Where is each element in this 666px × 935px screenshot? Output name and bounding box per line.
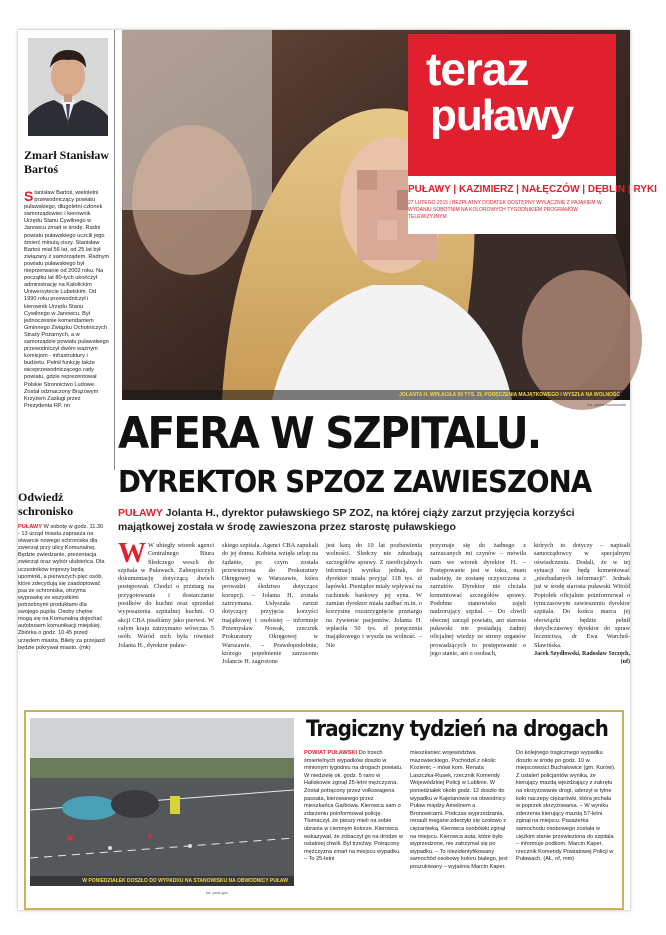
obituary-portrait [28, 38, 108, 136]
left-column [18, 30, 115, 470]
roads-column-2: mieszkaniec województwa mazowieckiego. Pochodził z okolic Kozienic – mówi kom. Renata Laszczka-Rusek, rzecznik Komendy Wojewódzkiej Policji w Lublinie. W poniedziałek około godz. 12 doszło do wypadku w Kajetanowie na obwodnicy Puław między Amelinem a Bronowicami. Podczas wyprzedzania, renault megane zderzyło się czołowo z ciężarówką. Kierowca osobówki zginął na miejscu. Kierowca auta, które było wyprzedzone, nie zatrzymał się po wypadku. – To niezidentyfikowany samochód osobowy koloru białego, jest poszukiwany – wyjaśnia Marcin Kaper. [410, 750, 508, 870]
article-body [118, 538, 630, 718]
crash-photo [30, 718, 294, 886]
shelter-body: W sobotę w godz. 11.30 - 13 urząd miasta zaprasza na otwarcie nowego schroniska dla zwierząt przy ulicy Komunalnej. Będzie zwiedzanie, prezentacja zwierząt oraz wybór ulubieńca. Dla uczestników imprezy będą upominki, a pierwszych pięć osób, które zdecydują się zaadoptować psa ze schroniska, otrzyma wyprawkę ze wszystkimi potrzebnymi produktami dla swojego pupila. Osoby chętne mogą się na Komunalną dojechać autobusem komunikacji miejskiej. Zbiórka o godz. 10.45 przed urzędem miasta. Bilety za przejazd będzie pokrywał miasto. (mk) [18, 524, 105, 651]
article-column-3: jest karą do 10 lat pozbawienia wolności. Śledczy nie zdradzają szczegółów sprawy. Z nieoficjalnych informacji wynika jednak, że dyrektor miała przyjąć 118 tys. zł łapówki. Pieniądze miały wpływać na rachunek bankowy jej syna. W zamian dyrektor miała zadbać m.in. o korzystne rozstrzygnięcie przetargu na żywienie pacjentów. Jolanta H. wpłaciła 50 tys. zł poręczenia majątkowego i wyszła na wolność. – Nie [326, 542, 422, 649]
main-headline: AFERA W SZPITALU. [118, 408, 541, 459]
logo-line2: puławy [430, 91, 574, 140]
article-signature: Jacek Szydłowski, Radosław Szczęch, (nf) [534, 650, 630, 666]
article-column-2: skiego szpitala. Agenci CBA zapukali do jej domu. Kobieta wzięła urlop na żądanie, po czym została przewieziona do Prokuratury Okręgowej w Warszawie, która prowadzi śledztwo dotyczące korupcji. – Jolanta H. została zatrzymana. Usłyszała zarzut dotyczący przyjęcia korzyści majątkowej i osobistej – informuje Przemysław Nowak, rzecznik Prokuratury Okręgowej w Warszawie. – Prawdopodobnie, którego popełnienie zarzucono Jolancie H. zagrożone [222, 542, 318, 666]
roads-column-3: Do kolejnego tragicznego wypadku doszło w środę po godz. 10 w miejscowości Buchałowice (gm. Kurów). Z ustaleń policjantów wynika, że kierujący mazdą wjeżdżający z zakrętu na skrzyżowanie drogi, uderzył w tylne koło naczepy ciężarówki, która jechała w poprzek skrzyżowania. – W wyniku zderzenia kierujący mazdą 57-letni zginął na miejscu. Pasażerka samochodu osobowego została w ciężkim stanie przewieziona do szpitala – informuje podkom. Marcin Kaper, rzecznik Komendy Powiatowej Policji w Puławach. (AŁ, nf, mm) [516, 750, 616, 863]
roads-place: POWIAT PUŁAWSKI [304, 750, 358, 756]
crash-caption: W PONIEDZIAŁEK DOSZŁO DO WYPADKU NA STANOWISKU NA OBWODNICY PUŁAW [30, 876, 294, 886]
masthead [408, 34, 657, 234]
roads-column-1: POWIAT PUŁAWSKI Do trzech śmiertelnych wypadków doszło w minionym tygodniu na drogach powiatu. W niedzielę ok. godz. 5 rano w Haliskowie zginął 25-letni mężczyzna. Został potrącony przez volkswagena passata, kierowanego przez mieszkańca Garbowa. Kierowca sam o zdarzeniu poinformował policję. Tłumaczył, że pieszy mieli na sobie ubrania w ciemnym kolorze. Kierowca wskazywał, że zobaczył go na drodze w ostatniej chwili. Był trzeźwy. Potrącony mężczyzna zmarł na miejscu wypadku. – To 25-letni [304, 750, 403, 863]
newspaper-page [18, 30, 657, 910]
crash-photo-credit: fot. pruk.gov [206, 890, 229, 895]
masthead-edition: 27 LUTEGO 2015 | BEZPŁATNY DODATEK DOSTĘPNY WYŁĄCZNIE Z PAJĄKIEM W WYDANIU SOBOTNIM NA KOLOROWYCH TYGODNIKIEM PROGRAMÓW TELEWIZYJNYM [408, 200, 602, 220]
logo-line1: teraz [426, 43, 529, 95]
roads-box [24, 710, 624, 910]
obituary-title: Zmarł Stanisław Bartoś [24, 148, 110, 176]
article-lead [118, 506, 630, 534]
article-column-5: których to dotyczy – napisali samorządowcy w specjalnym oświadczeniu. Dodali, że w tej sytuacji nie będą komentować „niezbadanych informacji”. Jednak już w środę starosta puławski Witold Popiołek oficjalnie poinformował o tymczasowym zawieszeniu dyrektor szpitala. Do końca marca jej obowiązki będzie pełnił dotychczasowy dyrektor do spraw lecznictwa, dr Ewa Warchoł-Sławińska. Jacek Szydłowski, Radosław Szczęch, (nf) [534, 542, 630, 666]
roads-title: Tragiczny tydzień na drogach [306, 717, 608, 742]
article-place: PUŁAWY [118, 507, 163, 519]
article-lead-text: Jolanta H., dyrektor puławskiego SP ZOZ, na której ciąży zarzut przyjęcia korzyści majątkowej została w środę zawieszona przez starostę puławskiego [118, 507, 575, 533]
masthead-towns: PUŁAWY | KAZIMIERZ | NAŁĘCZÓW | DĘBLIN | RYKI [408, 184, 657, 195]
hero-photo-credit: fot. paweł buczkowski [587, 402, 626, 407]
hero-caption: JOLANTA H. WPŁACIŁA 50 TYS. ZŁ PORĘCZENIA MAJĄTKOWEGO I WYSZŁA NA WOLNOŚĆ [122, 390, 630, 400]
shelter-text [18, 524, 106, 652]
article-column-1: W W ubiegły wtorek agenci Centralnego Biura Śledczego weszli do szpitala w Puławach. Zabezpieczyli dokumentację dotyczącą dwóch postępowań. Chodzi o przetarg na przygotowanie i dostarczanie posiłków do kuchni oraz sprzedaż wyposażenia szpitalnej kuchni. O akcji CBA pisaliśmy jako pierwsi. W całym kraju zatrzymano wówczas 5 osób. Wśród nich była również Jolanta H., dyrektor puław- [118, 538, 214, 649]
masthead-logo [408, 34, 616, 176]
roads-body [304, 750, 616, 900]
article-column-4: przyznaje się do żadnego z zarzucanych mi czynów – mówiła nam we wtorek dyrektor H. – Postępowanie jest w toku, mam nadzieję, że zostanę oczyszczona z zarzutów. Dyrektor nie chciała komentować szczegółów sprawy. Podobne stanowisko zajęli nadzorujący szpital. – Do chwili obecnej zarząd powiatu, ani starosta puławski nie posiadają żadnej oficjalnej wiedzy ze strony organów prowadzących to postępowanie o jego stanie, ani o osobach, [430, 542, 526, 657]
shelter-place: PUŁAWY [18, 524, 42, 530]
sub-headline: DYREKTOR SPZOZ ZAWIESZONA [118, 465, 592, 500]
obituary-text: Stanisław Bartoś, wieloletni przewodniczący powiatu puławskiego, długoletni członek samorządowiec i kierownik Urzędu Stanu Cywilnego w Janowcu zmarł w środę. Radni powiatu puławskiego uczcili jego śmierć minutą ciszy. Stanisław Bartoś miał 56 lat, od 25 lat był związany z samorządem. Radnym powiatu puławskiego był nieprzerwanie od 2002 roku. Na początku lat 80-tych ukończył administrację na Katolickim Uniwersytecie Lubelskim. Od 1990 roku przewodniczył i kierownik Urzędu Stanu Cywilnego w Janowcu. Był jednocześnie komendantem Gminnego Związku Ochotniczych Straży Pożarnych, a w samorządzie powiatu puławskiego przewodniczył dwóm ważnym komisjom - infrastruktury i budżetu. Pełnił funkcję także wiceprzewodniczącego rady powiatu, gdzie reprezentował Polskie Stronnictwo Ludowe. Został odznaczony Brązowym Krzyżem Zasługi przez Prezydenta RP. nn [24, 188, 110, 409]
shelter-title: Odwiedź schronisko [18, 490, 74, 518]
